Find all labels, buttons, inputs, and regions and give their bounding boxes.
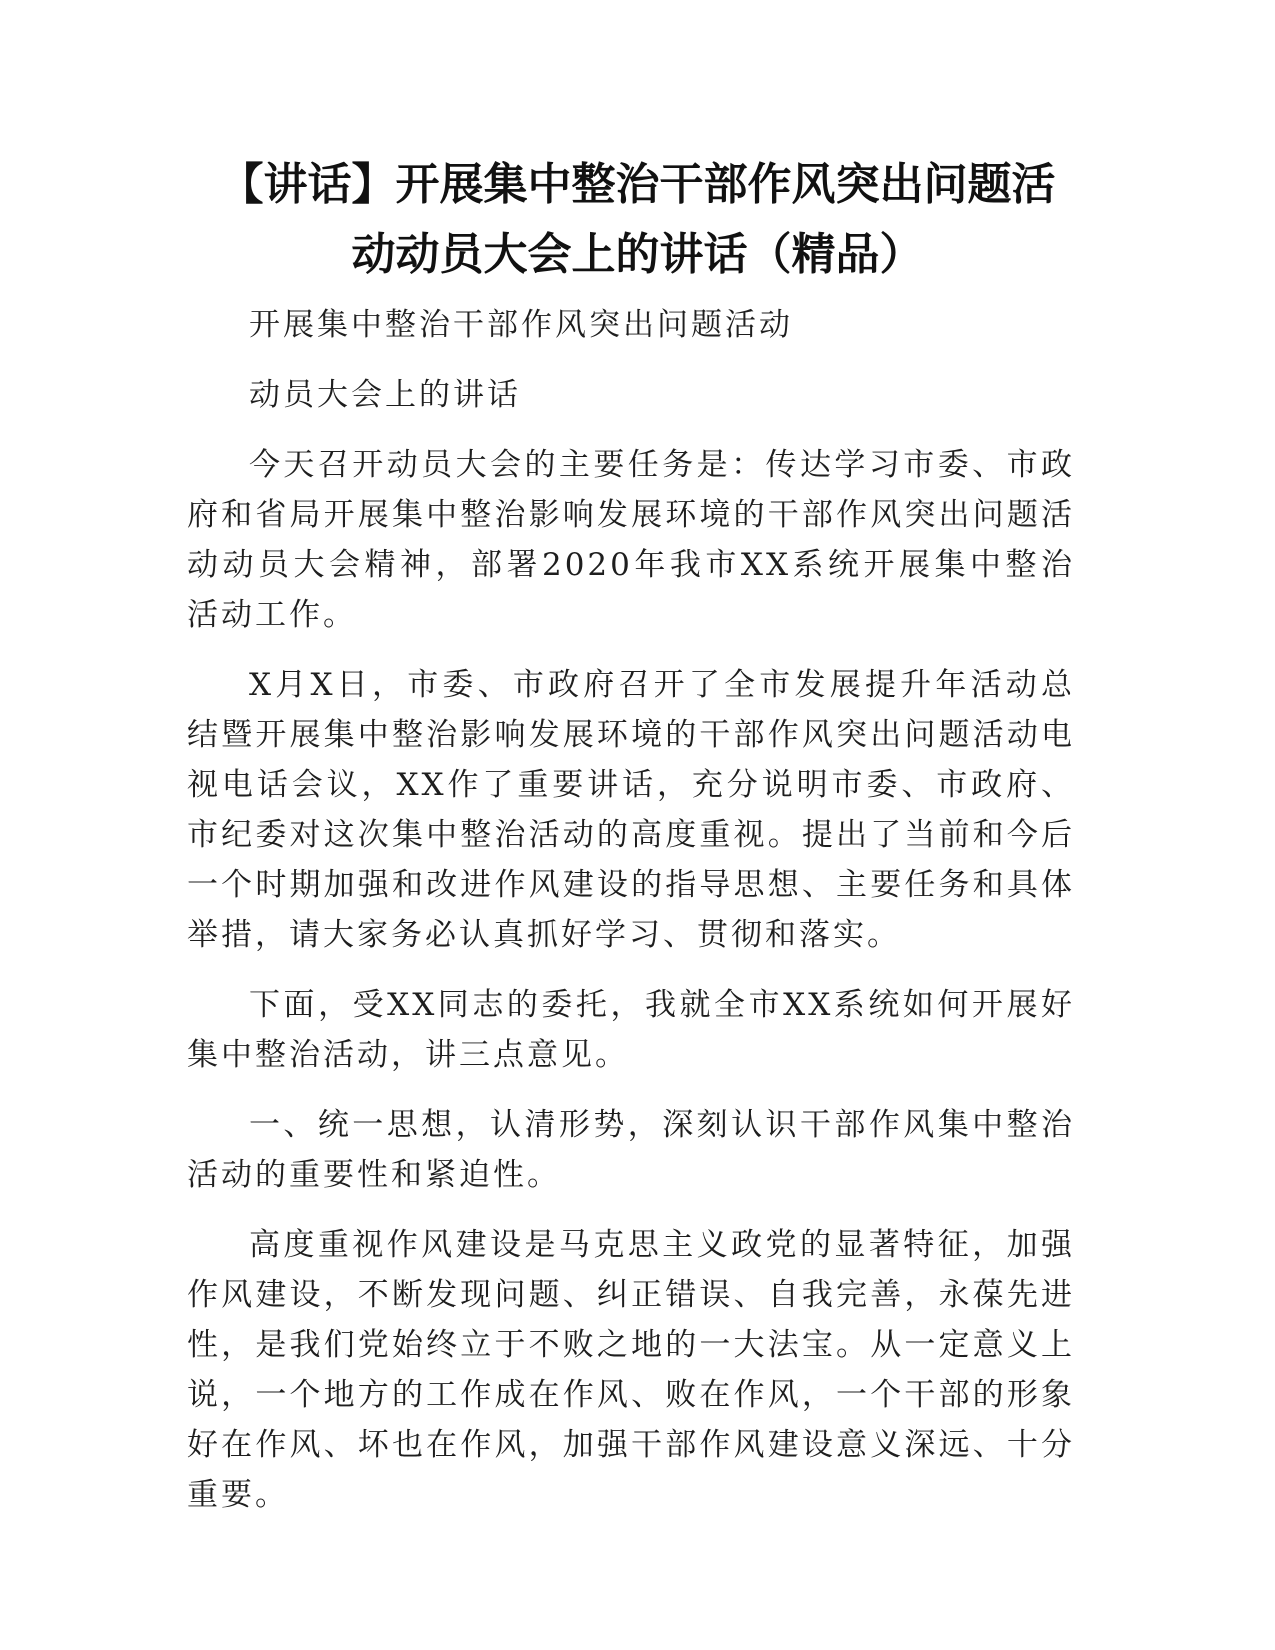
paragraph-opinions: 下面，受XX同志的委托，我就全市XX系统如何开展好集中整治活动，讲三点意见。 bbox=[187, 987, 1075, 1073]
document-title bbox=[150, 150, 1125, 290]
document-body bbox=[187, 300, 1075, 1540]
section-heading-1: 一、统一思想，认清形势，深刻认识干部作风集中整治活动的重要性和紧迫性。 bbox=[187, 1107, 1075, 1193]
paragraph-importance: 高度重视作风建设是马克思主义政党的显著特征，加强作风建设，不断发现问题、纠正错误、自我完善，永葆先进性，是我们党始终立于不败之地的一大法宝。从一定意义上说，一个地方的工作成在作风、败在作风，一个干部的形象好在作风、坏也在作风，加强干部作风建设意义深远、十分重要。 bbox=[187, 1227, 1075, 1513]
title-line-2: 动动员大会上的讲话（精品） bbox=[351, 229, 924, 280]
paragraph-intro: 今天召开动员大会的主要任务是：传达学习市委、市政府和省局开展集中整治影响发展环境的干部作风突出问题活动动员大会精神，部署2020年我市XX系统开展集中整治活动工作。 bbox=[187, 447, 1075, 633]
subtitle-line-1: 开展集中整治干部作风突出问题活动 bbox=[249, 307, 793, 343]
paragraph-meeting: X月X日，市委、市政府召开了全市发展提升年活动总结暨开展集中整治影响发展环境的干部作风突出问题活动电视电话会议，XX作了重要讲话，充分说明市委、市政府、市纪委对这次集中整治活动的高度重视。提出了当前和今后一个时期加强和改进作风建设的指导思想、主要任务和具体举措，请大家务必认真抓好学习、贯彻和落实。 bbox=[187, 667, 1075, 953]
title-line-1: 【讲话】开展集中整治干部作风突出问题活 bbox=[219, 159, 1056, 210]
subtitle-line-2: 动员大会上的讲话 bbox=[249, 377, 521, 413]
